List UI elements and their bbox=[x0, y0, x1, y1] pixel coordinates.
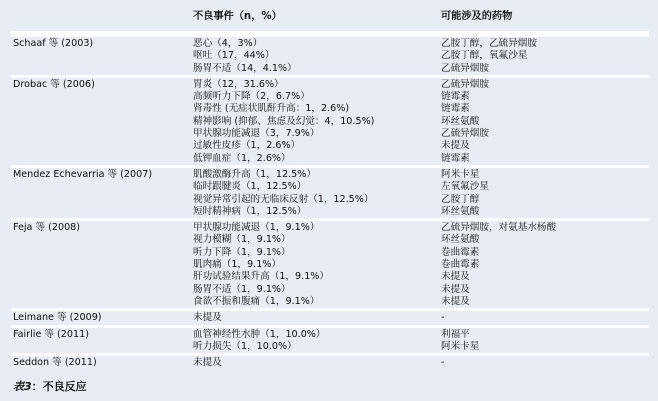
implicated-drug-cell: 卷曲霉素 bbox=[441, 246, 480, 258]
implicated-drug-cell: 环丝氨酸 bbox=[441, 234, 480, 246]
implicated-drug-cell: 环丝氨酸 bbox=[441, 205, 480, 217]
implicated-drug-cell: 乙胺丁醇 bbox=[441, 193, 480, 205]
study-group bbox=[11, 310, 649, 327]
study-group bbox=[11, 326, 649, 355]
table-row bbox=[11, 355, 649, 370]
implicated-drug-cell: 链霉素 bbox=[441, 91, 470, 103]
study-cell bbox=[11, 220, 193, 310]
study-group bbox=[11, 220, 649, 310]
study-cell bbox=[11, 326, 193, 355]
adverse-event-cell: 高频听力下降（2，6.7%） bbox=[193, 91, 310, 103]
adverse-event-cell: 胃炎（12，31.6%） bbox=[193, 78, 284, 90]
study-cell bbox=[11, 76, 193, 166]
study-name: Feja 等 (2008) bbox=[13, 222, 81, 234]
table-caption bbox=[13, 378, 87, 394]
implicated-drug-cell: 乙硫异烟胺 bbox=[441, 62, 489, 74]
adverse-event-cell: 血管神经性水肿（1，10.0%） bbox=[193, 328, 326, 340]
adverse-event-cell: 肌肉痛（1，9.1%） bbox=[193, 259, 282, 271]
study-group bbox=[11, 355, 649, 370]
implicated-drug-cell: 乙胺丁醇，乙硫异烟胺 bbox=[441, 38, 537, 49]
study-cell bbox=[11, 355, 193, 370]
study-group bbox=[11, 34, 649, 76]
adverse-event-cell: 视力模糊（1，9.1%） bbox=[193, 234, 291, 246]
study-group bbox=[11, 166, 649, 219]
adverse-event-cell: 甲状腺功能减退（3，7.9%） bbox=[193, 128, 320, 140]
implicated-drug-cell: 利福平 bbox=[441, 328, 470, 340]
adverse-event-cell: 视觉异常引起的无临床反射（1，12.5%） bbox=[193, 193, 374, 205]
table-row bbox=[11, 34, 649, 50]
study-name: Drobac 等 (2006) bbox=[13, 78, 95, 90]
implicated-drug-cell: 乙硫异烟胺 bbox=[441, 78, 489, 90]
implicated-drug-cell: 未提及 bbox=[441, 140, 470, 152]
adverse-event-cell: 过敏性皮疹（1，2.6%） bbox=[193, 140, 301, 152]
header-adverse-event: 不良事件（n，%） bbox=[193, 11, 282, 22]
adverse-events-table bbox=[11, 9, 649, 370]
implicated-drug-cell: - bbox=[441, 312, 445, 324]
table-row bbox=[11, 310, 649, 327]
table-row bbox=[11, 166, 649, 181]
adverse-event-cell: 甲状腺功能减退（1，9.1%） bbox=[193, 222, 320, 234]
adverse-event-cell: 肠胃不适（1，9.1%） bbox=[193, 283, 291, 295]
implicated-drug-cell: 链霉素 bbox=[441, 103, 470, 115]
implicated-drug-cell: 链霉素 bbox=[441, 152, 470, 164]
implicated-drug-cell: - bbox=[441, 357, 445, 369]
implicated-drug-cell: 乙硫异烟胺，对氨基水杨酸 bbox=[441, 222, 557, 234]
implicated-drug-cell: 卷曲霉素 bbox=[441, 259, 480, 271]
adverse-event-cell: 听力损失（1，10.0%） bbox=[193, 341, 297, 353]
implicated-drug-cell: 左氧氟沙星 bbox=[441, 181, 489, 193]
caption-text: ：不良反应 bbox=[31, 380, 87, 393]
adverse-event-cell: 恶心（4，3%） bbox=[193, 38, 263, 49]
study-name: Schaaf 等 (2003) bbox=[13, 38, 94, 49]
adverse-event-cell: 短时精神病（1，12.5%） bbox=[193, 205, 307, 217]
adverse-event-cell: 呕吐（17，44%） bbox=[193, 50, 275, 62]
caption-label: 表3 bbox=[13, 380, 32, 393]
implicated-drug-cell: 未提及 bbox=[441, 283, 470, 295]
implicated-drug-cell: 阿米卡星 bbox=[441, 168, 480, 180]
implicated-drug-cell: 未提及 bbox=[441, 295, 470, 307]
adverse-event-cell: 肾毒性 (无症状肌酐升高：1，2.6%) bbox=[193, 103, 350, 115]
study-cell bbox=[11, 34, 193, 76]
adverse-event-cell: 肌酸激酶升高（1，12.5%） bbox=[193, 168, 316, 180]
study-name: Fairlie 等 (2011) bbox=[13, 328, 89, 340]
table-row bbox=[11, 220, 649, 235]
adverse-event-cell: 听力下降（1，9.1%） bbox=[193, 246, 291, 258]
adverse-event-cell: 未提及 bbox=[193, 312, 222, 324]
implicated-drug-cell: 未提及 bbox=[441, 271, 470, 283]
adverse-event-cell: 肠胃不适（14，4.1%） bbox=[193, 62, 297, 74]
study-cell bbox=[11, 166, 193, 219]
adverse-event-cell: 低钾血症（1，2.6%） bbox=[193, 152, 291, 164]
implicated-drug-cell: 乙胺丁醇，氧氟沙星 bbox=[441, 50, 528, 62]
header-study bbox=[11, 9, 193, 34]
adverse-event-cell: 食欲不振和腹痛（1，9.1%） bbox=[193, 295, 320, 307]
adverse-event-cell: 临时跟腱炎（1，12.5%） bbox=[193, 181, 307, 193]
study-cell bbox=[11, 310, 193, 327]
study-name: Leimane 等 (2009) bbox=[13, 312, 102, 324]
table-row bbox=[11, 76, 649, 91]
header-implicated-drug: 可能涉及的药物 bbox=[441, 11, 513, 22]
implicated-drug-cell: 乙硫异烟胺 bbox=[441, 128, 489, 140]
table-header-row bbox=[11, 9, 649, 34]
implicated-drug-cell: 环丝氨酸 bbox=[441, 115, 480, 127]
table-row bbox=[11, 326, 649, 341]
adverse-event-cell: 精神影响 (抑郁、焦虑及幻觉：4，10.5%) bbox=[193, 115, 375, 127]
implicated-drug-cell: 阿米卡星 bbox=[441, 341, 480, 353]
study-name: Mendez Echevarria 等 (2007) bbox=[13, 168, 153, 180]
adverse-event-cell: 肝功试验结果升高（1，9.1%） bbox=[193, 271, 330, 283]
study-group bbox=[11, 76, 649, 166]
study-name: Seddon 等 (2011) bbox=[13, 357, 97, 369]
adverse-event-cell: 未提及 bbox=[193, 357, 222, 369]
